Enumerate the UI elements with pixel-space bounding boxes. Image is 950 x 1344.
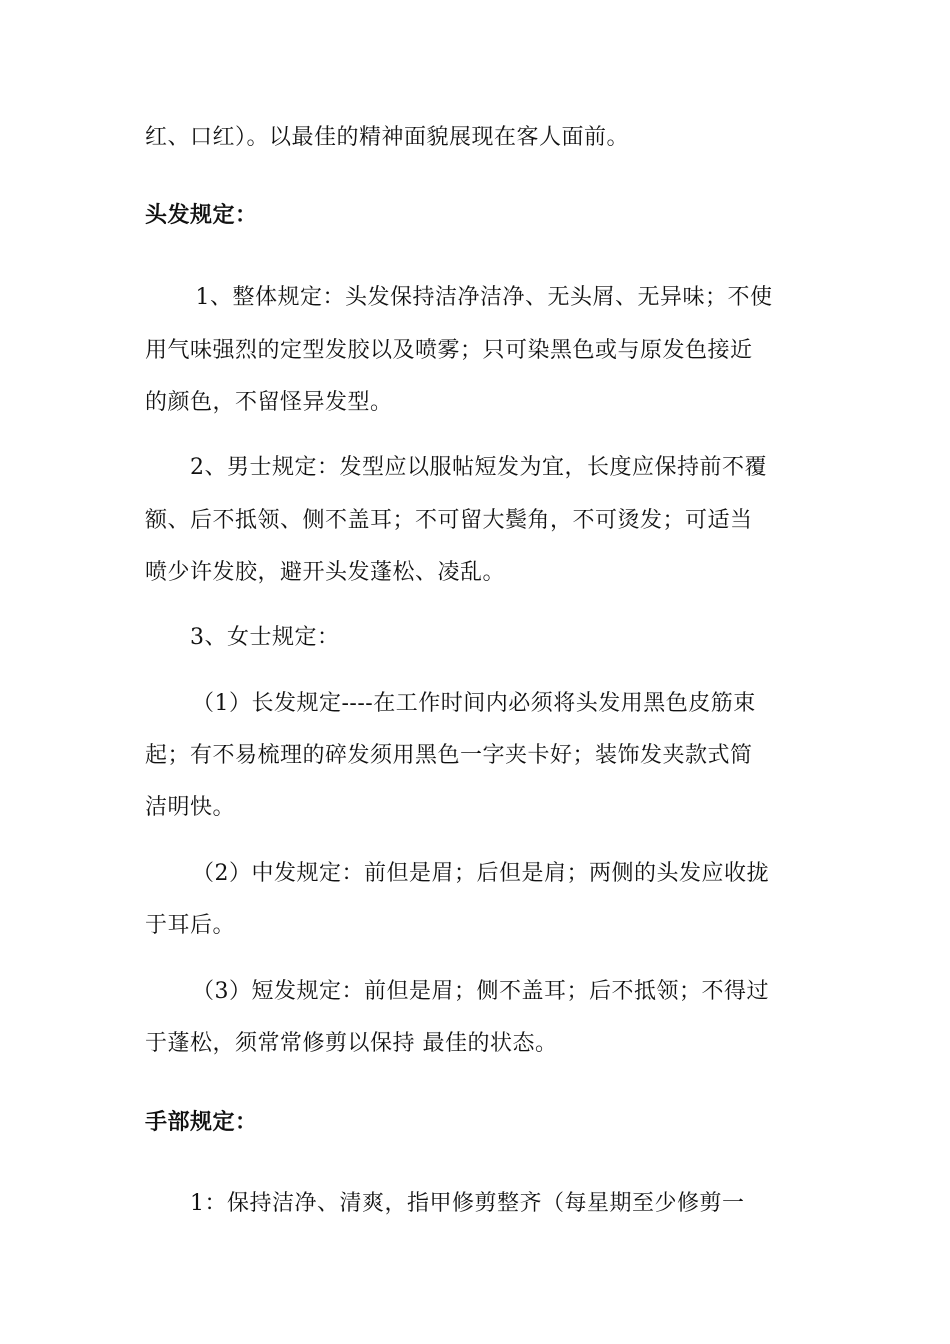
paragraph-line: （1）长发规定----在工作时间内必须将头发用黑色皮筋束 — [192, 691, 756, 716]
paragraph-line: 洁明快。 — [145, 795, 236, 820]
paragraph-line: 用气味强烈的定型发胶以及喷雾；只可染黑色或与原发色接近 — [145, 338, 753, 363]
paragraph-line: 2、男士规定：发型应以服帖短发为宜，长度应保持前不覆 — [190, 455, 767, 480]
section-heading-hair: 头发规定： — [145, 203, 258, 228]
paragraph-line: 的颜色，不留怪异发型。 — [145, 390, 393, 415]
paragraph-line: 1、整体规定：头发保持洁净洁净、无头屑、无异味；不使 — [188, 285, 773, 310]
paragraph-line: （3）短发规定：前但是眉；侧不盖耳；后不抵领；不得过 — [192, 979, 769, 1004]
paragraph-line: 于蓬松，须常常修剪以保持 最佳的状态。 — [145, 1031, 558, 1056]
paragraph-line: 额、后不抵领、侧不盖耳；不可留大鬓角，不可烫发；可适当 — [145, 508, 753, 533]
section-heading-hands: 手部规定： — [145, 1110, 258, 1135]
paragraph-line: 3、女士规定： — [190, 625, 340, 650]
paragraph-line: 红、口红）。以最佳的精神面貌展现在客人面前。 — [145, 125, 630, 150]
paragraph-line: 起；有不易梳理的碎发须用黑色一字夹卡好；装饰发夹款式简 — [145, 743, 753, 768]
paragraph-line: 喷少许发胶，避开头发蓬松、凌乱。 — [145, 560, 506, 585]
paragraph-line: 1：保持洁净、清爽，指甲修剪整齐（每星期至少修剪一 — [190, 1191, 745, 1216]
paragraph-line: （2）中发规定：前但是眉；后但是肩；两侧的头发应收拢 — [192, 861, 769, 886]
paragraph-line: 于耳后。 — [145, 913, 236, 938]
